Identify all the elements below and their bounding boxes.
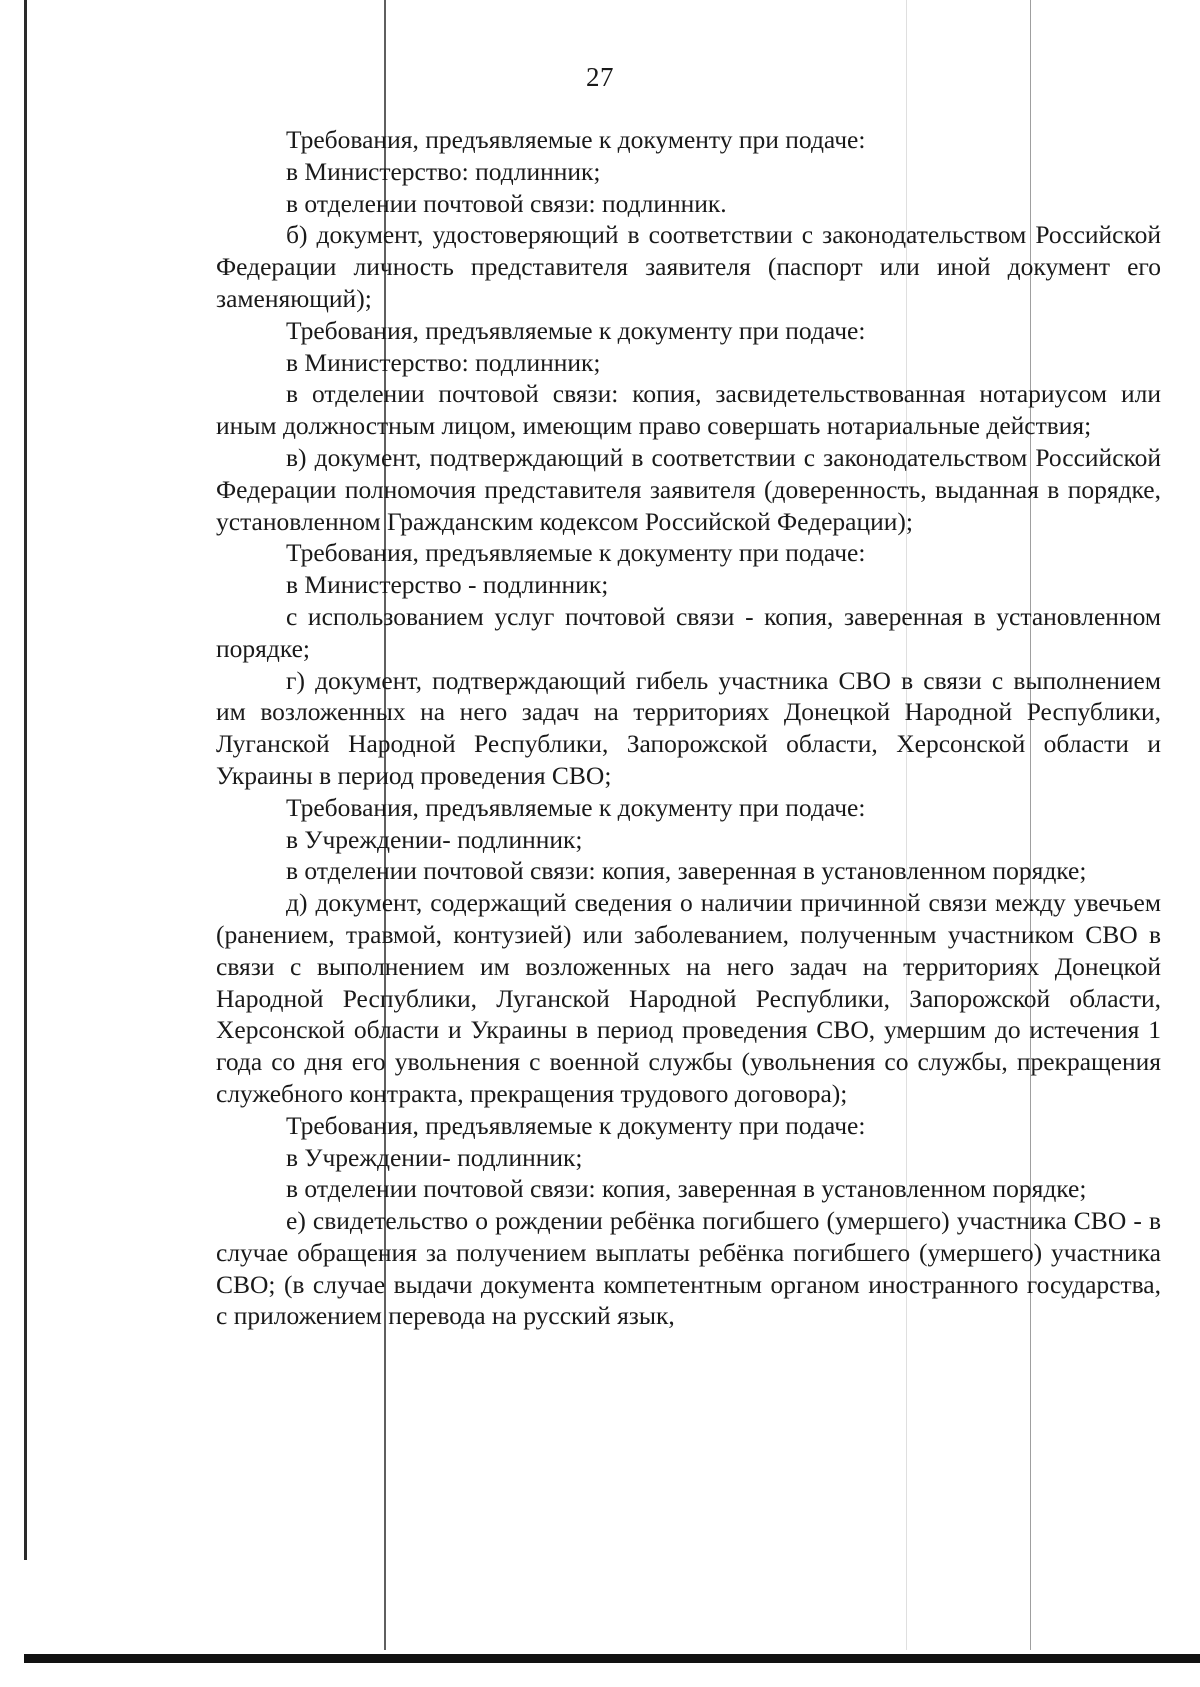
paragraph: в) документ, подтверждающий в соответствии с законодательством Российской Федерации полномочия представителя заявителя (доверенность, выданная в порядке, установленном Гражданским кодексом Российской Федерации); (216, 442, 1161, 536)
paragraph: в отделении почтовой связи: копия, заверенная в установленном порядке; (286, 856, 1087, 886)
scan-bottom-edge (24, 1654, 1200, 1663)
paragraph: е) свидетельство о рождении ребёнка погибшего (умершего) участника СВО - в случае обращения за получением выплаты ребёнка погибшего (умершего) участника СВО; (в случае выдачи документа компетентным органом иностранного государства, с приложением перевода на русский язык, (216, 1206, 1161, 1331)
paragraph: Требования, предъявляемые к документу при подаче: (286, 1110, 866, 1140)
paragraph: Требования, предъявляемые к документу при подаче: (286, 538, 866, 568)
paragraph: в отделении почтовой связи: копия, засвидетельствованная нотариусом или иным должностным лицом, имеющим право совершать нотариальные действия; (216, 379, 1161, 441)
paragraph: Требования, предъявляемые к документу при подаче: (286, 125, 866, 154)
paragraph: Требования, предъявляемые к документу при подаче: (286, 315, 866, 345)
paragraph: д) документ, содержащий сведения о наличии причинной связи между увечьем (ранением, травмой, контузией) или заболеванием, полученным участником СВО в связи с выполнением им возложенных на него задач на территориях Донецкой Народной Республики, Луганской Народной Республики, Запорожской области, Херсонской области и Украины в период проведения СВО, умершим до истечения 1 года со дня его увольнения с военной службы (увольнения со службы, прекращения служебного контракта, прекращения трудового договора); (216, 888, 1161, 1108)
paragraph: в Министерство: подлинник; (286, 347, 601, 377)
paragraph: г) документ, подтверждающий гибель участника СВО в связи с выполнением им возложенных на него задач на территориях Донецкой Народной Республики, Луганской Народной Республики, Запорожской области, Херсонской области и Украины в период проведения СВО; (216, 665, 1161, 790)
paragraph: в Министерство: подлинник; (286, 156, 601, 186)
paragraph: с использованием услуг почтовой связи - копия, заверенная в установленном порядке; (216, 601, 1161, 663)
document-body (216, 124, 1161, 1332)
paragraph: в Учреждении- подлинник; (286, 1142, 583, 1172)
paragraph: в Учреждении- подлинник; (286, 824, 583, 854)
page-number: 27 (586, 62, 614, 92)
paragraph: б) документ, удостоверяющий в соответствии с законодательством Российской Федерации личность представителя заявителя (паспорт или иной документ его заменяющий); (216, 220, 1161, 313)
paragraph: в отделении почтовой связи: подлинник. (286, 188, 727, 218)
scan-left-edge (24, 0, 27, 1560)
paragraph: Требования, предъявляемые к документу при подаче: (286, 792, 866, 822)
paragraph: в Министерство - подлинник; (286, 570, 609, 600)
paragraph: в отделении почтовой связи: копия, заверенная в установленном порядке; (286, 1174, 1087, 1204)
